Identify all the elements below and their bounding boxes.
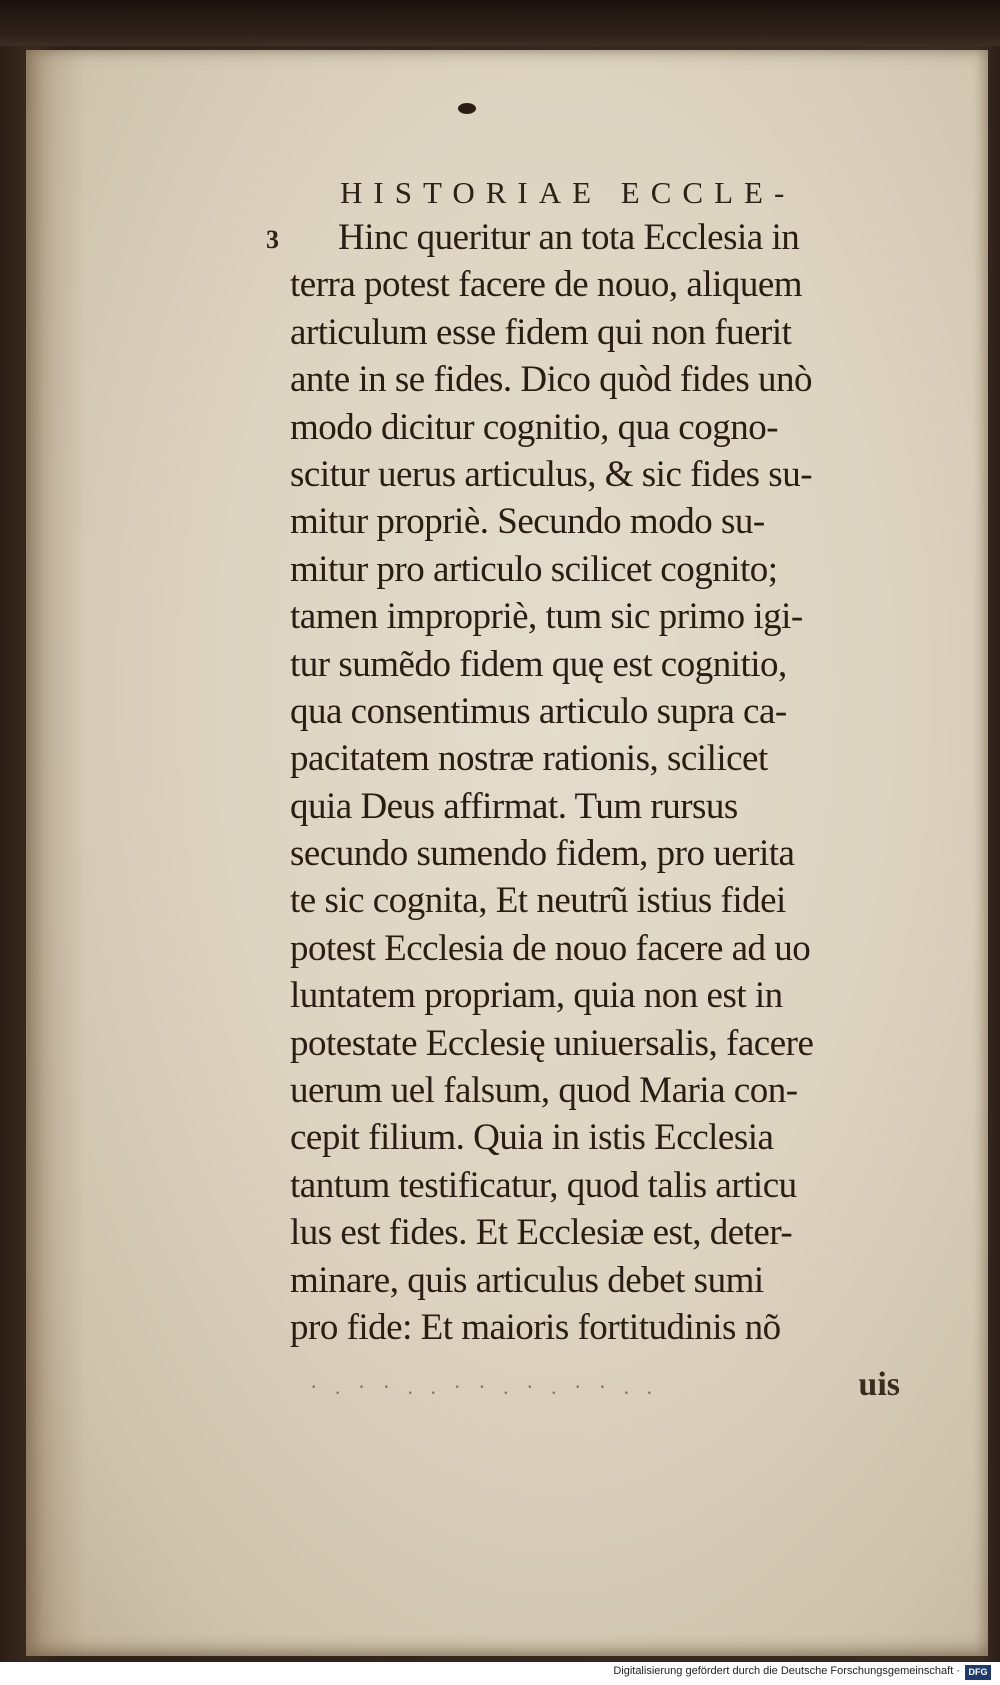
page-gutter-shadow — [26, 50, 86, 1656]
text-line: uerum uel falsum, quod Maria con- — [290, 1070, 798, 1112]
text-line: ante in se fides. Dico quòd fides unò — [290, 359, 812, 401]
text-line: Hinc queritur an tota Ecclesia in — [338, 217, 800, 258]
dfg-logo: DFG — [965, 1665, 991, 1680]
margin-number: 3 — [266, 225, 279, 254]
text-line: tamen impropriè, tum sic primo igi- — [290, 596, 803, 638]
running-head: HISTORIAE ECCLE- — [340, 175, 796, 210]
book-top-edge — [0, 0, 1000, 46]
text-line: qua consentimus articulo supra ca- — [290, 690, 787, 732]
text-line: potest Ecclesia de nouo facere ad uo — [290, 927, 811, 969]
text-line: scitur uerus articulus, & sic fides su- — [290, 453, 813, 495]
text-line: tur sumẽdo fidem quę est cognitio, — [290, 643, 787, 685]
ornament-mark — [458, 103, 476, 114]
text-line: potestate Ecclesię uniuersalis, facere — [290, 1022, 814, 1064]
show-through-marks: · . · · . . · · . · . · · . . — [310, 1374, 659, 1399]
footer-credit: Digitalisierung gefördert durch die Deutsche Forschungsgemeinschaft · — [613, 1665, 960, 1677]
text-line: pacitatem nostræ rationis, scilicet — [290, 738, 768, 780]
text-line: mitur propriè. Secundo modo su- — [290, 501, 765, 543]
text-line: luntatem propriam, quia non est in — [290, 975, 783, 1017]
catchword: uis — [858, 1366, 900, 1403]
text-line: mitur pro articulo scilicet cognito; — [290, 548, 778, 590]
text-line: te sic cognita, Et neutrũ istius fidei — [290, 880, 786, 922]
text-line: secundo sumendo fidem, pro uerita — [290, 833, 795, 875]
text-line: terra potest facere de nouo, aliquem — [290, 264, 803, 306]
text-line: minare, quis articulus debet sumi — [290, 1259, 764, 1301]
text-line: pro fide: Et maioris fortitudinis nõ — [290, 1306, 781, 1348]
text-line: modo dicitur cognitio, qua cogno- — [290, 406, 779, 448]
catchword-line — [290, 1366, 930, 1406]
text-block — [290, 214, 930, 1351]
text-line: tantum testificatur, quod talis articu — [290, 1164, 797, 1206]
text-line: cepit filium. Quia in istis Ecclesia — [290, 1117, 774, 1159]
text-line: articulum esse fidem qui non fuerit — [290, 311, 792, 353]
text-line: lus est fides. Et Ecclesiæ est, deter- — [290, 1212, 793, 1254]
text-line: quia Deus affirmat. Tum rursus — [290, 785, 738, 827]
